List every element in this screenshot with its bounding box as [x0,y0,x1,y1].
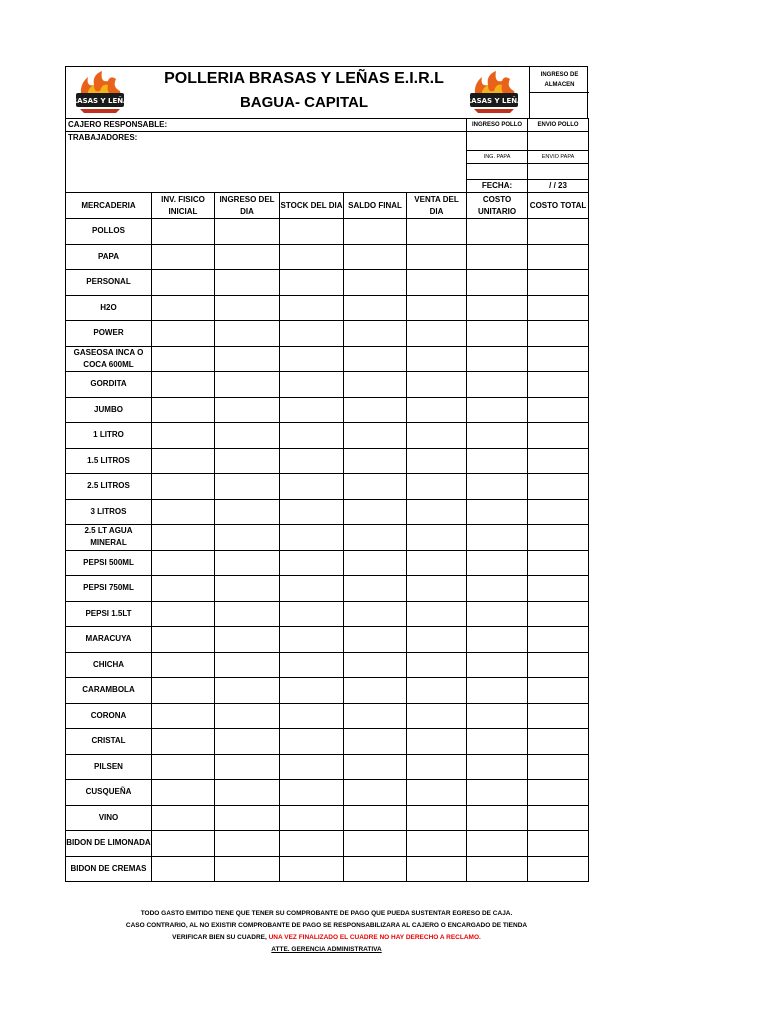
item-cell[interactable] [215,729,280,755]
item-cell[interactable] [280,550,344,576]
item-cell[interactable] [280,627,344,653]
item-row [66,780,589,806]
item-cell[interactable] [344,372,407,398]
item-cell[interactable] [344,244,407,270]
item-cell[interactable] [280,525,344,551]
item-name: JUMBO [66,397,152,423]
footer-line-1: TODO GASTO EMITIDO TIENE QUE TENER SU COMPROBANTE DE PAGO QUE PUEDA SUSTENTAR EGRESO DE CAJA. [140,910,513,917]
item-row [66,295,589,321]
footer-warning: UNA VEZ FINALIZADO EL CUADRE NO HAY DERECHO A RECLAMO. [268,934,481,941]
item-row [66,244,589,270]
item-row [66,499,589,525]
item-cell[interactable] [280,780,344,806]
footer-signature: ATTE. GERENCIA ADMINISTRATIVA [271,946,382,953]
item-cell[interactable] [344,270,407,296]
item-row [66,397,589,423]
item-cell[interactable] [215,652,280,678]
item-cell[interactable] [407,321,467,347]
item-cell[interactable] [407,831,467,857]
item-cell[interactable] [215,627,280,653]
item-cell[interactable] [467,856,528,882]
item-cell[interactable] [528,219,589,245]
item-cell[interactable] [528,729,589,755]
brand-logo-right [460,71,528,115]
item-cell[interactable] [215,856,280,882]
item-cell[interactable] [344,856,407,882]
item-cell[interactable] [467,550,528,576]
ingreso-almacen-label: INGRESO DE ALMACEN [530,67,589,93]
item-row [66,729,589,755]
item-cell[interactable] [215,397,280,423]
item-cell[interactable] [344,601,407,627]
item-cell[interactable] [407,397,467,423]
item-cell[interactable] [215,831,280,857]
envio-pollo-value[interactable] [528,132,589,151]
item-name: PEPSI 1.5LT [66,601,152,627]
item-cell[interactable] [152,831,215,857]
item-row [66,346,589,372]
item-cell[interactable] [407,372,467,398]
inventory-sheet [65,66,588,882]
item-cell[interactable] [467,448,528,474]
item-cell[interactable] [407,423,467,449]
item-name: 1 LITRO [66,423,152,449]
col-inv-fisico: INV. FISICO INICIAL [152,193,215,219]
item-cell[interactable] [528,831,589,857]
item-cell[interactable] [215,754,280,780]
item-cell[interactable] [528,321,589,347]
item-name: CUSQUEÑA [66,780,152,806]
item-row [66,448,589,474]
item-cell[interactable] [280,499,344,525]
item-cell[interactable] [152,576,215,602]
item-cell[interactable] [280,576,344,602]
item-cell[interactable] [215,423,280,449]
item-name: GORDITA [66,372,152,398]
item-name: 2.5 LT AGUA MINERAL [66,525,152,551]
item-cell[interactable] [215,448,280,474]
item-name: GASEOSA INCA O COCA 600ML [66,346,152,372]
item-cell[interactable] [344,525,407,551]
item-cell[interactable] [152,321,215,347]
item-cell[interactable] [467,805,528,831]
trabajadores-label: TRABAJADORES: [68,133,138,142]
item-cell[interactable] [152,244,215,270]
branch-title: BAGUA- CAPITAL [239,94,369,111]
column-header-row [66,193,589,219]
item-cell[interactable] [215,780,280,806]
col-costo-unitario: COSTO UNITARIO [467,193,528,219]
item-cell[interactable] [152,856,215,882]
item-name: BIDON DE CREMAS [66,856,152,882]
item-cell[interactable] [344,576,407,602]
item-row [66,678,589,704]
col-mercaderia: MERCADERIA [66,193,152,219]
item-cell[interactable] [344,627,407,653]
item-row [66,627,589,653]
item-cell[interactable] [407,550,467,576]
item-cell[interactable] [152,270,215,296]
item-cell[interactable] [344,499,407,525]
item-cell[interactable] [152,397,215,423]
item-cell[interactable] [528,703,589,729]
item-cell[interactable] [528,652,589,678]
item-row [66,372,589,398]
item-row [66,270,589,296]
ing-papa-value[interactable] [467,164,528,180]
item-name: PEPSI 500ML [66,550,152,576]
item-cell[interactable] [215,678,280,704]
item-cell[interactable] [344,703,407,729]
item-cell[interactable] [407,627,467,653]
item-cell[interactable] [467,244,528,270]
item-cell[interactable] [215,321,280,347]
item-name: CHICHA [66,652,152,678]
item-cell[interactable] [344,448,407,474]
item-cell[interactable] [467,525,528,551]
item-cell[interactable] [215,244,280,270]
item-cell[interactable] [467,295,528,321]
item-cell[interactable] [528,601,589,627]
col-venta-dia: VENTA DEL DIA [407,193,467,219]
item-name: PAPA [66,244,152,270]
item-cell[interactable] [528,397,589,423]
fecha-label: FECHA: [467,180,528,193]
item-cell[interactable] [467,831,528,857]
item-cell[interactable] [407,780,467,806]
item-cell[interactable] [280,652,344,678]
item-cell[interactable] [528,754,589,780]
brand-logo-left [66,71,134,115]
item-cell[interactable] [152,474,215,500]
item-cell[interactable] [344,321,407,347]
item-cell[interactable] [152,627,215,653]
item-cell[interactable] [344,550,407,576]
item-name: PILSEN [66,754,152,780]
item-cell[interactable] [215,270,280,296]
cajero-label: CAJERO RESPONSABLE: [68,120,168,129]
item-cell[interactable] [215,601,280,627]
item-cell[interactable] [528,372,589,398]
item-cell[interactable] [407,499,467,525]
col-stock-dia: STOCK DEL DIA [280,193,344,219]
item-cell[interactable] [467,372,528,398]
item-cell[interactable] [280,346,344,372]
item-cell[interactable] [152,805,215,831]
item-row [66,576,589,602]
item-cell[interactable] [407,856,467,882]
item-cell[interactable] [467,754,528,780]
svg-text:BRASAS Y LEÑAS: BRASAS Y LEÑAS [66,97,134,105]
item-cell[interactable] [280,703,344,729]
item-cell[interactable] [467,678,528,704]
item-cell[interactable] [152,780,215,806]
item-cell[interactable] [344,729,407,755]
item-cell[interactable] [280,423,344,449]
item-cell[interactable] [528,346,589,372]
item-cell[interactable] [344,754,407,780]
item-cell[interactable] [344,423,407,449]
col-ingreso-dia: INGRESO DEL DIA [215,193,280,219]
item-name: CARAMBOLA [66,678,152,704]
item-cell[interactable] [215,703,280,729]
item-cell[interactable] [528,805,589,831]
item-cell[interactable] [407,678,467,704]
item-row [66,525,589,551]
item-cell[interactable] [528,499,589,525]
item-cell[interactable] [280,321,344,347]
item-cell[interactable] [152,372,215,398]
item-cell[interactable] [407,448,467,474]
item-cell[interactable] [280,295,344,321]
item-cell[interactable] [528,678,589,704]
fecha-value[interactable]: / / 23 [528,180,589,193]
item-cell[interactable] [528,474,589,500]
item-name: PERSONAL [66,270,152,296]
item-cell[interactable] [344,295,407,321]
item-name: POLLOS [66,219,152,245]
item-cell[interactable] [152,295,215,321]
item-cell[interactable] [528,550,589,576]
item-cell[interactable] [344,397,407,423]
item-name: 2.5 LITROS [66,474,152,500]
item-cell[interactable] [152,703,215,729]
item-cell[interactable] [152,219,215,245]
item-cell[interactable] [528,448,589,474]
item-cell[interactable] [407,346,467,372]
item-cell[interactable] [467,270,528,296]
trabajadores-field[interactable] [66,132,467,193]
item-cell[interactable] [528,244,589,270]
item-cell[interactable] [215,219,280,245]
item-row [66,703,589,729]
ingreso-pollo-value[interactable] [467,132,528,151]
item-cell[interactable] [280,754,344,780]
item-cell[interactable] [215,474,280,500]
item-row [66,805,589,831]
item-cell[interactable] [280,219,344,245]
item-cell[interactable] [152,601,215,627]
item-cell[interactable] [467,397,528,423]
sheet-header [65,66,588,118]
item-name: H2O [66,295,152,321]
item-cell[interactable] [215,805,280,831]
item-cell[interactable] [215,372,280,398]
item-cell[interactable] [528,627,589,653]
item-cell[interactable] [280,448,344,474]
item-name: MARACUYA [66,627,152,653]
item-cell[interactable] [407,270,467,296]
item-rows [66,219,589,882]
item-row [66,423,589,449]
item-cell[interactable] [344,219,407,245]
item-row [66,550,589,576]
item-cell[interactable] [215,525,280,551]
item-cell[interactable] [152,525,215,551]
item-cell[interactable] [407,219,467,245]
item-name: BIDON DE LIMONADA [66,831,152,857]
footer-line-3 [65,932,588,944]
item-cell[interactable] [407,754,467,780]
item-name: VINO [66,805,152,831]
company-title: POLLERIA BRASAS Y LEÑAS E.I.R.L [164,70,444,87]
item-cell[interactable] [215,346,280,372]
item-cell[interactable] [528,780,589,806]
svg-text:BRASAS Y LEÑAS: BRASAS Y LEÑAS [460,97,528,105]
item-cell[interactable] [467,321,528,347]
item-name: CORONA [66,703,152,729]
item-cell[interactable] [467,703,528,729]
item-cell[interactable] [344,805,407,831]
ingreso-almacen-box [529,67,589,119]
item-cell[interactable] [407,805,467,831]
item-cell[interactable] [152,652,215,678]
item-row [66,652,589,678]
item-cell[interactable] [344,346,407,372]
item-cell[interactable] [152,550,215,576]
item-cell[interactable] [280,678,344,704]
footer-notes [65,908,588,956]
envio-pollo-label: ENVIO POLLO [528,119,589,132]
envio-papa-label: ENVIO PAPA [528,151,589,164]
item-cell[interactable] [407,525,467,551]
item-cell[interactable] [152,499,215,525]
item-row [66,474,589,500]
col-costo-total: COSTO TOTAL [528,193,589,219]
item-name: POWER [66,321,152,347]
item-cell[interactable] [467,499,528,525]
item-cell[interactable] [407,474,467,500]
item-cell[interactable] [280,244,344,270]
item-cell[interactable] [280,805,344,831]
item-row [66,601,589,627]
item-cell[interactable] [215,576,280,602]
item-cell[interactable] [280,397,344,423]
item-cell[interactable] [152,346,215,372]
item-cell[interactable] [280,270,344,296]
item-cell[interactable] [280,729,344,755]
item-cell[interactable] [152,423,215,449]
col-saldo-final: SALDO FINAL [344,193,407,219]
item-cell[interactable] [280,601,344,627]
item-cell[interactable] [407,295,467,321]
item-cell[interactable] [407,576,467,602]
item-row [66,754,589,780]
item-cell[interactable] [467,219,528,245]
item-cell[interactable] [152,729,215,755]
item-cell[interactable] [407,703,467,729]
item-cell[interactable] [280,856,344,882]
item-cell[interactable] [528,525,589,551]
ingreso-almacen-field[interactable] [530,93,589,119]
item-name: PEPSI 750ML [66,576,152,602]
item-cell[interactable] [344,678,407,704]
item-cell[interactable] [280,474,344,500]
item-cell[interactable] [467,652,528,678]
item-name: CRISTAL [66,729,152,755]
item-cell[interactable] [215,499,280,525]
item-cell[interactable] [467,346,528,372]
inventory-table [65,118,589,882]
footer-line-3a: VERIFICAR BIEN SU CUADRE, [172,934,267,941]
item-cell[interactable] [467,423,528,449]
item-cell[interactable] [528,295,589,321]
ing-papa-label: ING. PAPA [467,151,528,164]
item-cell[interactable] [528,270,589,296]
item-row [66,856,589,882]
item-cell[interactable] [344,474,407,500]
item-name: 1.5 LITROS [66,448,152,474]
item-cell[interactable] [528,856,589,882]
item-cell[interactable] [280,831,344,857]
item-cell[interactable] [152,678,215,704]
item-cell[interactable] [344,652,407,678]
item-cell[interactable] [467,780,528,806]
item-name: 3 LITROS [66,499,152,525]
item-row [66,219,589,245]
item-cell[interactable] [407,652,467,678]
item-cell[interactable] [152,448,215,474]
item-cell[interactable] [528,423,589,449]
item-cell[interactable] [344,831,407,857]
item-row [66,321,589,347]
item-cell[interactable] [215,550,280,576]
item-cell[interactable] [407,601,467,627]
footer-line-2: CASO CONTRARIO, AL NO EXISTIR COMPROBANTE DE PAGO SE RESPONSABILIZARA AL CAJERO O ENCARGADO DE TIENDA [125,922,528,929]
ingreso-pollo-label: INGRESO POLLO [467,119,528,132]
cajero-field[interactable] [66,119,467,132]
item-cell[interactable] [215,295,280,321]
item-cell[interactable] [467,627,528,653]
item-row [66,831,589,857]
item-cell[interactable] [407,244,467,270]
item-cell[interactable] [344,780,407,806]
item-cell[interactable] [467,576,528,602]
item-cell[interactable] [467,729,528,755]
item-cell[interactable] [152,754,215,780]
envio-papa-value[interactable] [528,164,589,180]
item-cell[interactable] [528,576,589,602]
item-cell[interactable] [467,601,528,627]
item-cell[interactable] [407,729,467,755]
item-cell[interactable] [467,474,528,500]
item-cell[interactable] [280,372,344,398]
